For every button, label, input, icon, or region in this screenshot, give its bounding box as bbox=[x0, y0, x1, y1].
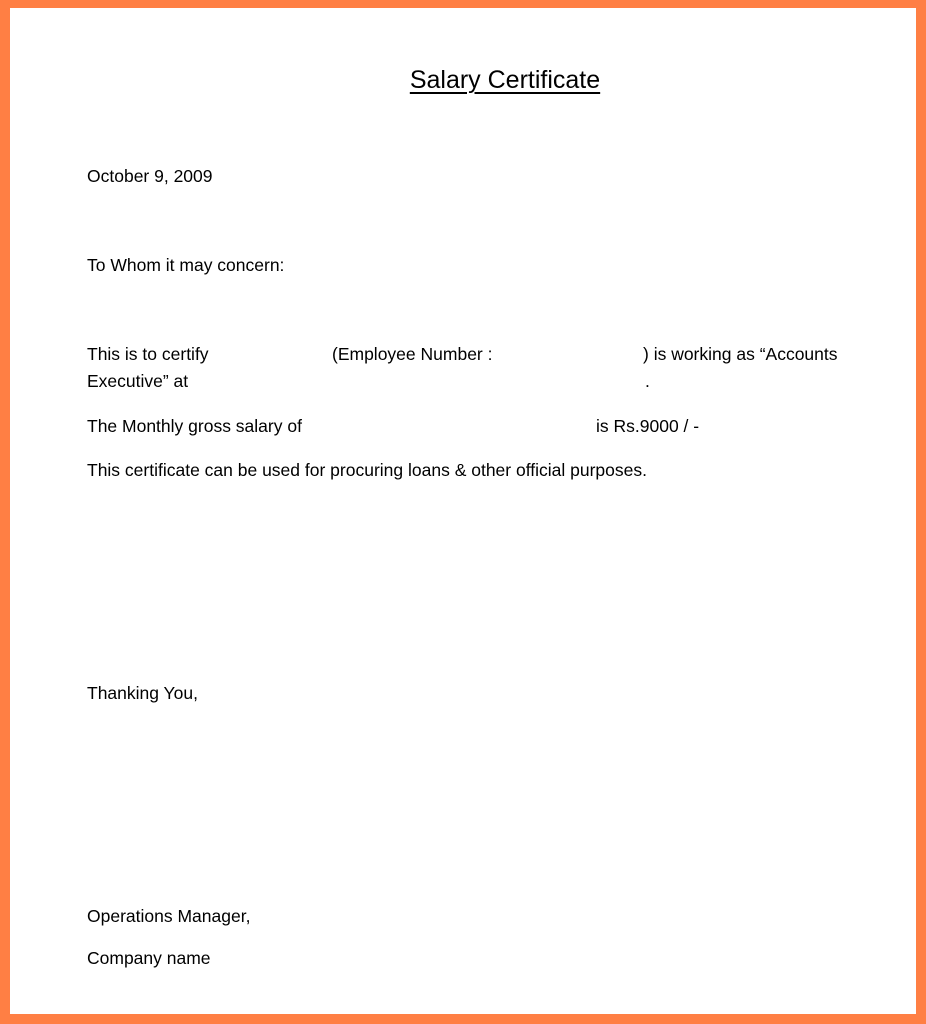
employee-number-label: (Employee Number : bbox=[332, 344, 493, 364]
signatory-designation: Operations Manager, bbox=[87, 906, 251, 926]
working-as-text: ) is working as “Accounts bbox=[643, 344, 838, 364]
certify-intro: This is to certify bbox=[87, 344, 209, 364]
document-title: Salary Certificate bbox=[409, 66, 601, 94]
executive-at-text: Executive” at bbox=[87, 371, 189, 391]
salutation: To Whom it may concern: bbox=[87, 255, 285, 275]
certificate-date: October 9, 2009 bbox=[87, 166, 213, 186]
signatory-company: Company name bbox=[87, 948, 211, 968]
closing-line: Thanking You, bbox=[87, 683, 198, 703]
salary-intro: The Monthly gross salary of bbox=[87, 416, 302, 436]
sentence-end-period: . bbox=[645, 371, 650, 391]
salary-certificate-document bbox=[10, 8, 916, 1014]
salary-amount: is Rs.9000 / - bbox=[596, 416, 700, 436]
purpose-statement: This certificate can be used for procuring loans & other official purposes. bbox=[87, 460, 647, 480]
